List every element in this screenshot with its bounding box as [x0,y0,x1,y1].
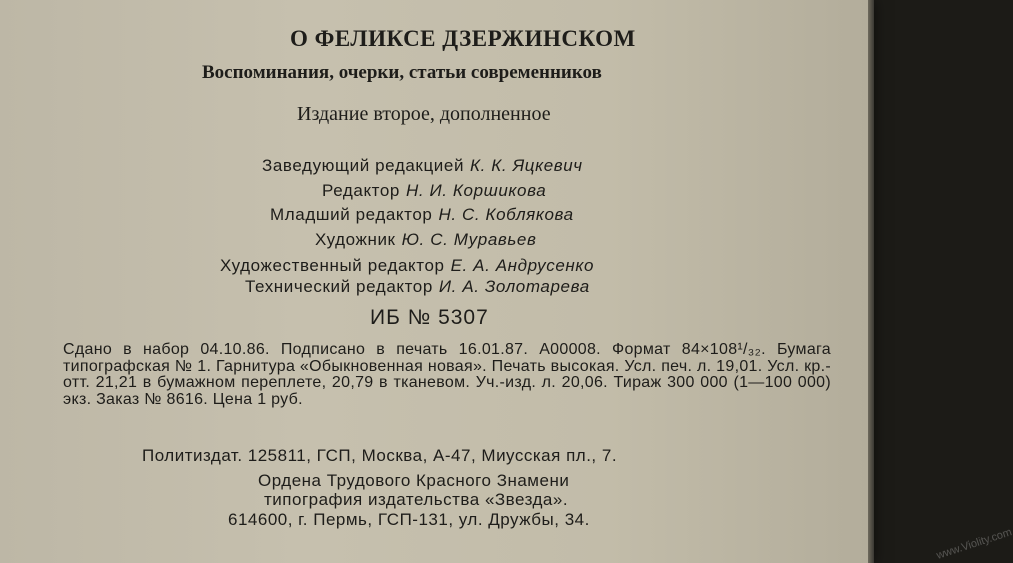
imprint-block: Сдано в набор 04.10.86. Подписано в печать 16.01.87. А00008. Формат 84×108¹/₃₂. Бумага типографская № 1. Гарнитура «Обыкновенная новая». Печать высокая. Усл. печ. л. 19,01. Усл. кр.-отт. 21,21 в бумажном переплете, 20,79 в тканевом. Уч.-изд. л. 20,06. Тираж 300 000 (1—100 000) экз. Заказ № 8616. Цена 1 руб. [63,341,831,408]
credit-name: Н. И. Коршикова [405,181,547,200]
printer-line: типография издательства «Звезда». [264,490,569,509]
printer-line: 614600, г. Пермь, ГСП-131, ул. Дружбы, 34. [228,510,590,529]
credit-name: Е. А. Андрусенко [450,256,595,275]
credit-line [262,156,583,176]
ib-number: ИБ № 5307 [370,306,489,329]
credit-name: И. А. Золотарева [438,277,590,296]
watermark: www.Violity.com [935,526,1013,562]
credit-role: Младший редактор [270,205,433,224]
publisher-line: Политиздат. 125811, ГСП, Москва, А-47, Миусская пл., 7. [142,446,618,465]
credit-line [315,230,536,250]
book-subtitle: Воспоминания, очерки, статьи современников [202,62,602,83]
credit-role: Редактор [322,181,400,200]
edition-note: Издание второе, дополненное [297,103,551,125]
credit-name: Ю. С. Муравьев [401,230,537,249]
credit-line [322,181,546,201]
credit-name: К. К. Яцкевич [470,156,583,175]
page-edge [868,0,874,563]
credit-role: Художественный редактор [220,256,445,275]
credit-line [270,205,574,225]
credit-name: Н. С. Коблякова [438,205,574,224]
credit-role: Художник [315,230,396,249]
printer-line: Ордена Трудового Красного Знамени [258,471,570,490]
credit-line [220,256,594,276]
credit-role: Заведующий редакцией [262,156,465,175]
credit-role: Технический редактор [245,277,433,296]
credit-line [245,277,590,297]
book-title: О ФЕЛИКСЕ ДЗЕРЖИНСКОМ [290,26,636,51]
